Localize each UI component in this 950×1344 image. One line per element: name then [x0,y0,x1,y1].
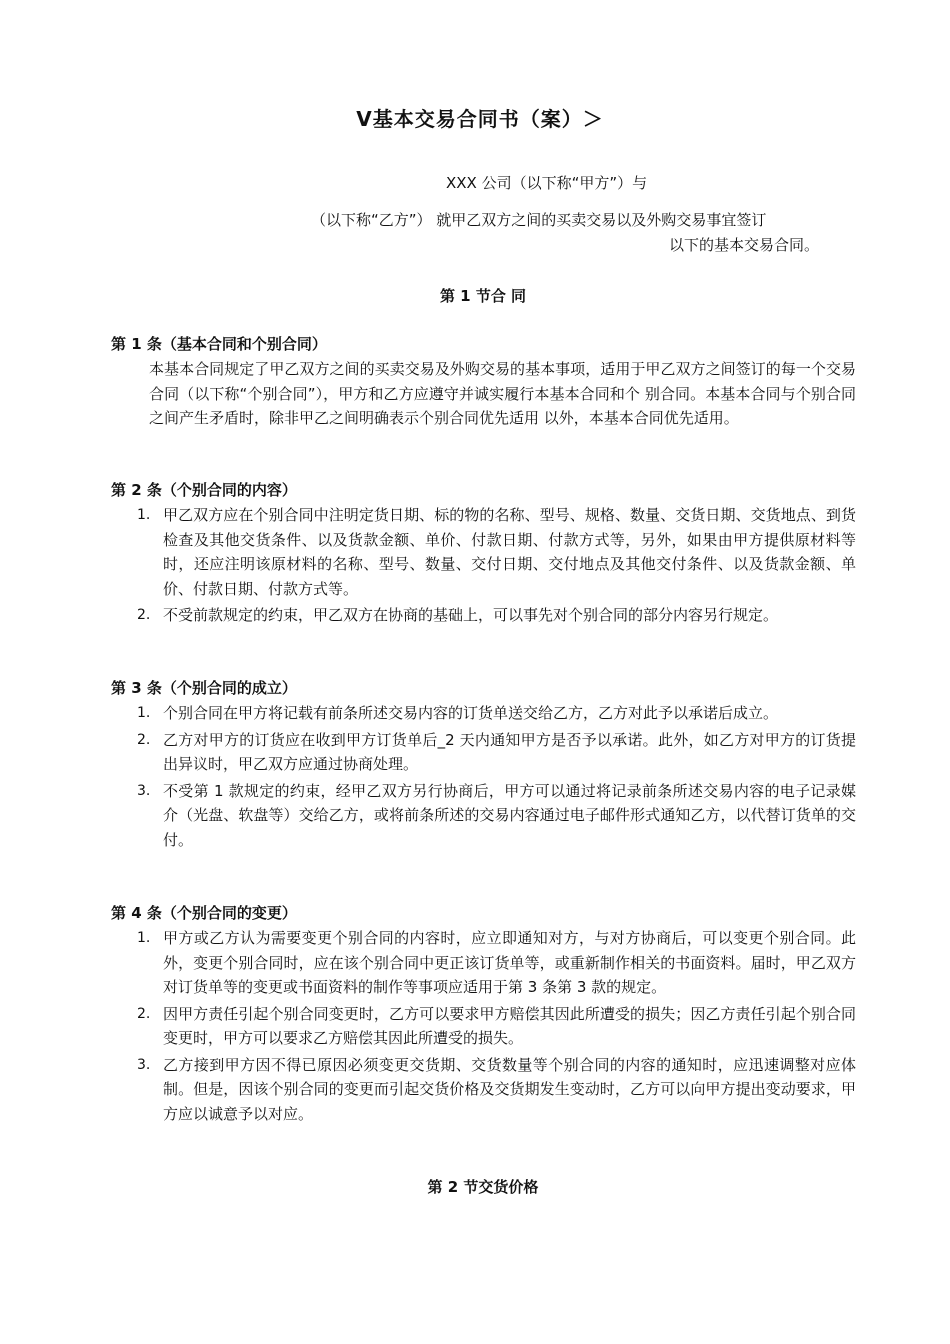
list-item [111,1053,856,1127]
document-title: Ⅴ基本交易合同书（案）＞ [356,107,604,131]
item-text: 不受前款规定的约束，甲乙双方在协商的基础上，可以事先对个别合同的部分内容另行规定。 [163,606,779,624]
item-text: 甲乙双方应在个别合同中注明定货日期、标的物的名称、型号、规格、数量、交货日期、交货地点、到货检查及其他交货条件、以及货款金额、单价、付款日期、付款方式等，另外，如果由甲方提供原材料等时，还应注明该原材料的名称、型号、数量、交付日期、交付地点及其他交付条件、以及货款金额、单价、付款日期、付款方式等。 [163,506,856,598]
list-item [111,779,856,853]
list-item [111,603,856,628]
article-4-heading: 第 4 条（个别合同的变更） [111,904,297,922]
article-1-heading: 第 1 条（基本合同和个别合同） [111,335,327,353]
list-item [111,926,856,1000]
article-2 [111,478,856,628]
article-3-heading: 第 3 条（个别合同的成立） [111,679,297,697]
item-text: 个别合同在甲方将记载有前条所述交易内容的订货单送交给乙方，乙方对此予以承诺后成立。 [163,704,779,722]
item-number: 1. [137,930,151,946]
item-number: 1. [137,507,151,523]
section-2-heading: 第 2 节交货价格 [427,1178,539,1196]
intro-line-1: XXX 公司（以下称“甲方”）与 [446,174,648,192]
item-text: 乙方接到甲方因不得已原因必须变更交货期、交货数量等个别合同的内容的通知时，应迅速调整对应体制。但是，因该个别合同的变更而引起交货价格及交货期发生变动时，乙方可以向甲方提出变动要求，甲方应以诚意予以对应。 [163,1055,856,1123]
section-1-heading: 第 1 节合 同 [439,287,527,305]
item-number: 2. [137,607,151,623]
article-3 [111,676,856,852]
item-number: 3. [137,1056,151,1073]
article-4 [111,901,856,1126]
article-2-heading: 第 2 条（个别合同的内容） [111,481,297,499]
list-item [111,503,856,601]
item-number: 3. [137,782,151,799]
intro-line-2: （以下称“乙方”） 就甲乙双方之间的买卖交易以及外购交易事宜签订 [311,211,767,229]
item-text: 乙方对甲方的订货应在收到甲方订货单后_2 天内通知甲方是否予以承诺。此外，如乙方对甲方的订货提出异议时，甲乙双方应通过协商处理。 [163,730,856,773]
item-text: 甲方或乙方认为需要变更个别合同的内容时，应立即通知对方，与对方协商后，可以变更个别合同。此外，变更个别合同时，应在该个别合同中更正该订货单等，或重新制作相关的书面资料。届时，甲乙双方对订货单等的变更或书面资料的制作等事项应适用于第 3 条第 3 款的规定。 [163,929,856,996]
list-item [111,701,856,726]
list-item [111,728,856,777]
item-number: 2. [137,1005,151,1022]
item-text: 因甲方责任引起个别合同变更时，乙方可以要求甲方赔偿其因此所遭受的损失；因乙方责任引起个别合同变更时，甲方可以要求乙方赔偿其因此所遭受的损失。 [163,1004,856,1047]
item-number: 1. [137,705,151,721]
item-text: 不受第 1 款规定的约束，经甲乙双方另行协商后，甲方可以通过将记录前条所述交易内容的电子记录媒介（光盘、软盘等）交给乙方，或将前条所述的交易内容通过电子邮件形式通知乙方，以代替订货单的交付。 [163,781,856,849]
item-number: 2. [137,731,151,748]
article-1 [111,332,856,431]
article-1-paragraph: 本基本合同规定了甲乙双方之间的买卖交易及外购交易的基本事项，适用于甲乙双方之间签订的每一个交易合同（以下称“个别合同”），甲方和乙方应遵守并诚实履行本基本合同和个 别合同。本基本合同与个别合同之间产生矛盾时，除非甲乙之间明确表示个别合同优先适用 以外，本基本合同优先适用。 [149,360,856,427]
intro-line-3: 以下的基本交易合同。 [669,236,820,254]
list-item [111,1002,856,1051]
